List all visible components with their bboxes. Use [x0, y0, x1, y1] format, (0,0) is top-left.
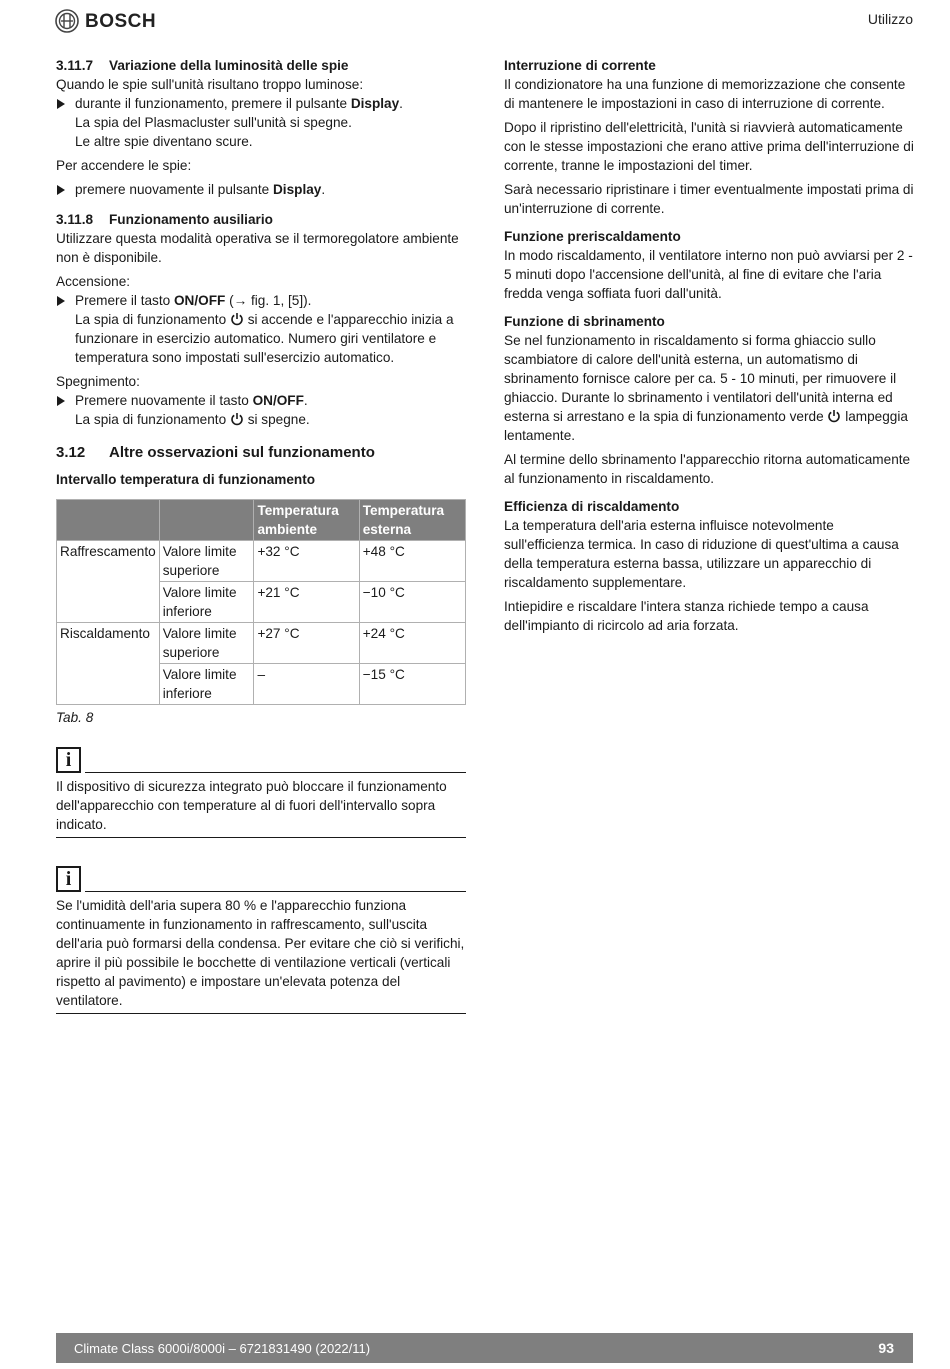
table-row [57, 541, 466, 582]
info-note [56, 745, 466, 838]
brand-name: BOSCH [85, 10, 157, 32]
bullet-triangle-icon [57, 99, 65, 109]
left-column [56, 56, 466, 1014]
paragraph: Il condizionatore ha una funzione di memorizzazione che consente di mantenere le impostazioni in caso di interruzione di corrente. [504, 77, 906, 111]
table-row [57, 582, 466, 623]
paragraph: Utilizzare questa modalità operativa se il termoregolatore ambiente non è disponibile. [56, 231, 459, 265]
power-icon [230, 312, 244, 326]
heading-defrost: Funzione di sbrinamento [504, 314, 665, 329]
table-row [57, 623, 466, 664]
paragraph: In modo riscaldamento, il ventilatore interno non può avviarsi per 2 - 5 minuti dopo l'accensione dell'unità, al fine di evitare che l'aria fredda venga soffiata fuori dall'unità. [504, 248, 913, 301]
info-note [56, 864, 466, 1014]
table-cell: −15 °C [359, 664, 465, 705]
page-number: 93 [878, 1340, 894, 1356]
step-item: Premere nuovamente il tasto ON/OFF. [56, 391, 466, 410]
paragraph: Sarà necessario ripristinare i timer eventualmente impostati prima di un'interruzione di corrente. [504, 182, 914, 216]
table-cell: +32 °C [254, 541, 359, 582]
table-title: Intervallo temperatura di funzionamento [56, 472, 316, 487]
table-cell: +27 °C [254, 623, 359, 664]
info-icon: i [56, 747, 81, 773]
heading-3-11-8: 3.11.8 Funzionamento ausiliario [56, 212, 273, 227]
table-cell: +24 °C [359, 623, 465, 664]
info-text: Il dispositivo di sicurezza integrato può bloccare il funzionamento dell'apparecchio con temperature al di fuori dell'intervallo sopra indicato. [56, 777, 466, 838]
table-cell: Valore limite inferiore [159, 582, 254, 623]
footer-bar [56, 1333, 913, 1363]
result-text: La spia di funzionamento si accende e l'apparecchio inizia a funzionare in esercizio automatico. Numero giri ventilatore e temperatura sono impostati sull'esercizio automatico. [75, 312, 454, 365]
table-cell: Valore limite superiore [159, 623, 254, 664]
paragraph: Intiepidire e riscaldare l'intera stanza richiede tempo a causa dell'impianto di ricircolo ad aria forzata. [504, 599, 869, 633]
table-header-cell [57, 500, 160, 541]
step-item: premere nuovamente il pulsante Display. [56, 180, 466, 199]
table-header-cell: Temperatura ambiente [254, 500, 359, 541]
result-text: La spia del Plasmacluster sull'unità si spegne. [75, 115, 352, 130]
paragraph: Quando le spie sull'unità risultano troppo luminose: [56, 77, 364, 92]
power-icon [827, 409, 841, 423]
heading-3-12: 3.12 Altre osservazioni sul funzionamento [56, 444, 375, 461]
right-column [504, 56, 914, 635]
paragraph: Accensione: [56, 274, 131, 289]
section-title: Utilizzo [867, 11, 913, 27]
bosch-armature-icon [55, 9, 79, 33]
table-cell: Raffrescamento [57, 541, 160, 582]
table-cell: Valore limite superiore [159, 541, 254, 582]
table-cell [57, 664, 160, 705]
table-header-cell: Temperatura esterna [359, 500, 465, 541]
table-header-row [57, 500, 466, 541]
paragraph: La temperatura dell'aria esterna influisce notevolmente sull'efficienza termica. In caso di riduzione di quest'ultima a causa della temperatura esterna bassa, utilizzare un apparecchio di riscaldamento supplementare. [504, 518, 899, 590]
bullet-triangle-icon [57, 296, 65, 306]
info-icon: i [56, 866, 81, 892]
paragraph: Spegnimento: [56, 374, 140, 389]
step-item: durante il funzionamento, premere il pulsante Display. [56, 94, 466, 113]
divider [85, 891, 466, 892]
step-item: Premere il tasto ON/OFF (→ fig. 1, [5]). [56, 291, 466, 310]
document-reference: Climate Class 6000i/8000i – 6721831490 (2022/11) [74, 1341, 371, 1356]
heading-efficiency: Efficienza di riscaldamento [504, 499, 680, 514]
bullet-triangle-icon [57, 396, 65, 406]
power-icon [230, 412, 244, 426]
bullet-triangle-icon [57, 185, 65, 195]
paragraph: Per accendere le spie: [56, 158, 192, 173]
heading-3-11-7: 3.11.7 Variazione della luminosità delle spie [56, 58, 349, 73]
heading-power-cut: Interruzione di corrente [504, 58, 656, 73]
info-text: Se l'umidità dell'aria supera 80 % e l'apparecchio funziona continuamente in funzionamento in raffrescamento, sull'uscita dell'aria può formarsi della condensa. Per evitare che ciò si verifichi, aprire il più possibile le bocchette di ventilazione verticali (verticali rispetto al pavimento) e impostare un'elevata potenza del ventilatore. [56, 896, 466, 1014]
paragraph: Al termine dello sbrinamento l'apparecchio ritorna automaticamente al funzionamento in riscaldamento. [504, 452, 911, 486]
result-text: Le altre spie diventano scure. [75, 134, 253, 149]
table-caption: Tab. 8 [56, 710, 94, 725]
divider [85, 772, 466, 773]
table-cell: +48 °C [359, 541, 465, 582]
table-cell: Valore limite inferiore [159, 664, 254, 705]
table-cell: −10 °C [359, 582, 465, 623]
paragraph: Dopo il ripristino dell'elettricità, l'unità si riavvierà automaticamente con le stesse impostazioni che erano attive prima dell'interruzione di corrente, tranne le impostazioni del timer. [504, 120, 914, 173]
bosch-logo [55, 8, 156, 34]
table-cell: – [254, 664, 359, 705]
table-cell: +21 °C [254, 582, 359, 623]
paragraph: Se nel funzionamento in riscaldamento si forma ghiaccio sullo scambiatore di calore dell'unità esterna, un automatismo di sbrinamento fornisce calore per ca. 5 - 10 minuti, per rimuovere il ghiaccio. Durante lo sbrinamento i ventilatori dell'unità interna ed esterna si arrestano e la spia di funzionamento verde lampeggia lentamente. [504, 333, 908, 443]
table-cell: Riscaldamento [57, 623, 160, 664]
table-header-cell [159, 500, 254, 541]
temperature-range-table [56, 499, 466, 705]
result-text: La spia di funzionamento si spegne. [75, 412, 310, 427]
heading-preheat: Funzione preriscaldamento [504, 229, 681, 244]
table-row [57, 664, 466, 705]
table-cell [57, 582, 160, 623]
